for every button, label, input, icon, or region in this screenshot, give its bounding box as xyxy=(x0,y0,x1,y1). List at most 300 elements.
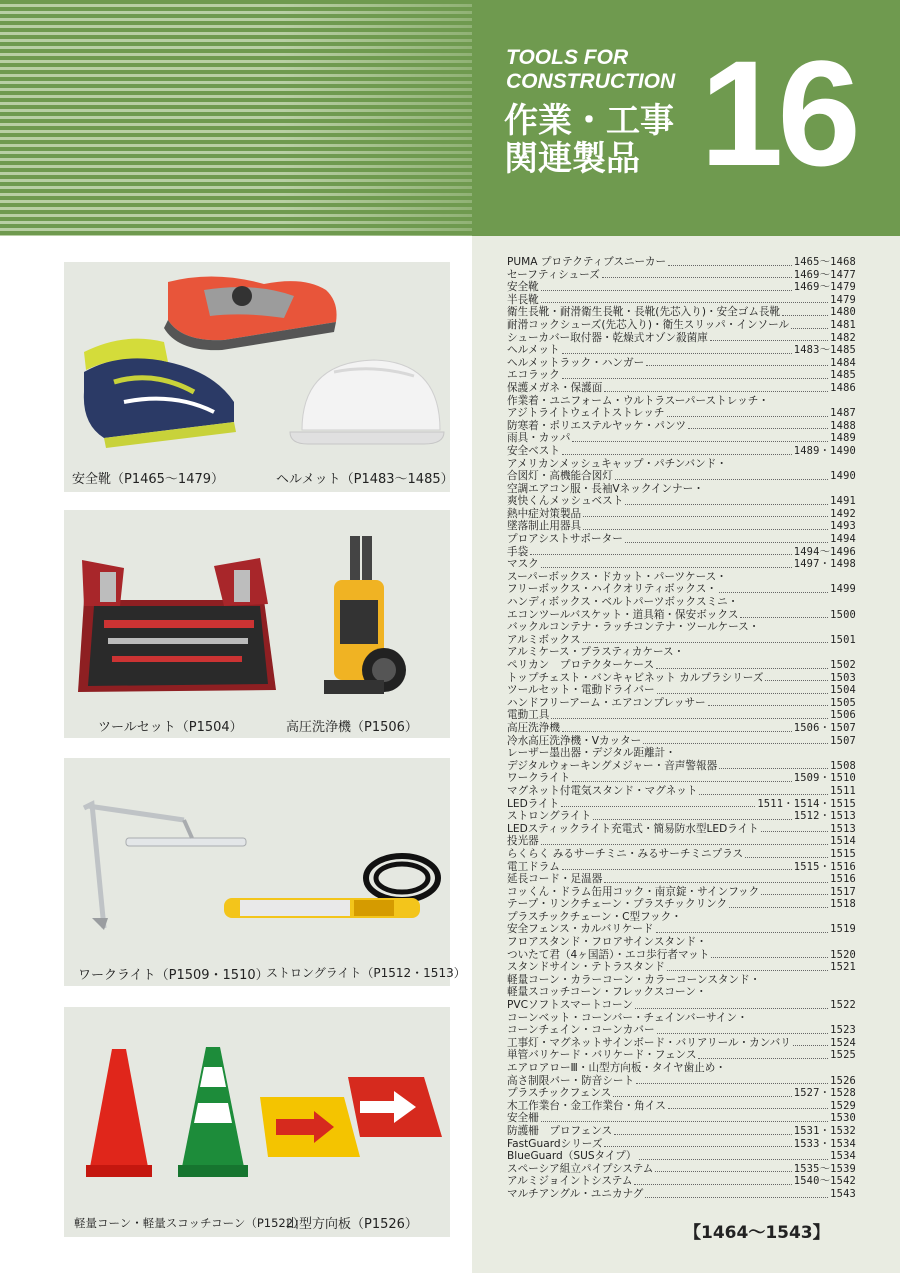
index-item-label: スペーシア組立パイプシステム xyxy=(507,1162,654,1175)
index-item-label: 高さ制限バー・防音シート xyxy=(507,1074,635,1087)
index-row xyxy=(507,886,856,899)
index-leader-dots xyxy=(636,1083,828,1084)
index-row xyxy=(507,495,856,508)
index-leader-dots xyxy=(604,1146,791,1147)
index-item-label: 工事灯・マグネットサインボード・バリアリール・カンバリ xyxy=(507,1036,791,1049)
japanese-title-line-2: 関連製品 xyxy=(504,139,640,179)
index-leader-dots xyxy=(614,1134,792,1135)
index-row xyxy=(507,533,856,546)
index-row xyxy=(507,420,856,433)
shoes-helmet-illustration xyxy=(64,262,450,462)
caption-pressure-washer: 高圧洗浄機（P1506） xyxy=(286,720,418,735)
index-leader-dots xyxy=(667,416,829,417)
index-leader-dots xyxy=(551,718,828,719)
index-leader-dots xyxy=(625,542,828,543)
caption-work-light: ワークライト（P1509・1510） xyxy=(78,968,269,983)
index-leader-dots xyxy=(719,768,828,769)
direction-board-yellow-icon xyxy=(260,1097,360,1157)
index-item-label: 安全靴 xyxy=(507,281,539,294)
index-leader-dots xyxy=(541,567,792,568)
index-item-label: トップチェスト・バンキャビネット カルプラシリーズ xyxy=(507,671,764,684)
index-item-label: マルチアングル・ユニカナグ xyxy=(507,1187,644,1200)
index-item-page: 1540〜1542 xyxy=(793,1175,856,1188)
index-item-label: 軽量スコッチコーン・フレックスコーン・ xyxy=(507,986,707,999)
index-item-page: 1524 xyxy=(830,1036,856,1049)
index-item-label: プロアシストサポーター xyxy=(507,533,623,546)
index-item-label: 電動工具 xyxy=(507,709,550,722)
index-row xyxy=(507,294,856,307)
panel-cones-boards xyxy=(64,1007,450,1237)
cones-boards-illustration xyxy=(64,1007,450,1207)
index-row xyxy=(507,520,856,533)
pressure-washer-icon xyxy=(324,536,406,694)
index-leader-dots xyxy=(711,957,828,958)
japanese-title xyxy=(504,102,674,178)
index-row xyxy=(507,722,856,735)
index-row xyxy=(507,369,856,382)
index-row xyxy=(507,1150,856,1163)
index-item-label: エコラック xyxy=(507,369,560,382)
index-row xyxy=(507,546,856,559)
index-item-label: スタンドサイン・テトラスタンド xyxy=(507,961,665,974)
index-row xyxy=(507,1163,856,1176)
index-item-page: 1525 xyxy=(830,1049,856,1062)
index-row xyxy=(507,596,856,609)
index-leader-dots xyxy=(561,806,755,807)
index-item-page: 1485 xyxy=(830,369,856,382)
index-item-page: 1535〜1539 xyxy=(793,1162,856,1175)
index-item-page: 1507 xyxy=(830,734,856,747)
tool-chest-icon xyxy=(78,558,276,692)
index-row xyxy=(507,319,856,332)
index-leader-dots xyxy=(791,328,828,329)
index-leader-dots xyxy=(562,731,792,732)
caption-cones: 軽量コーン・軽量スコッチコーン（P1522） xyxy=(74,1216,305,1230)
index-leader-dots xyxy=(602,277,792,278)
index-item-label: 単管バリケード・バリケード・フェンス xyxy=(507,1049,697,1062)
index-leader-dots xyxy=(639,1159,829,1160)
index-item-label: 熱中症対策製品 xyxy=(507,507,582,520)
index-item-label: コーンベット・コーンバー・チェインバーサイン・ xyxy=(507,1011,748,1024)
index-row xyxy=(507,785,856,798)
index-leader-dots xyxy=(562,869,792,870)
index-item-page: 1479 xyxy=(830,293,856,306)
index-item-label: ハンディボックス・ベルトパーツボックスミニ・ xyxy=(507,596,739,609)
index-item-page: 1469〜1477 xyxy=(793,268,856,281)
index-item-page: 1489 xyxy=(830,432,856,445)
index-item-page: 1533・1534 xyxy=(793,1137,856,1150)
index-leader-dots xyxy=(668,1108,828,1109)
index-row xyxy=(507,646,856,659)
index-item-page: 1502 xyxy=(830,659,856,671)
index-item-label: ワークライト xyxy=(507,772,571,785)
index-row xyxy=(507,923,856,936)
index-item-label: 軽量コーン・カラーコーン・カラーコーンスタンド・ xyxy=(507,973,761,986)
index-row xyxy=(507,382,856,395)
index-item-label: 高圧洗浄機 xyxy=(507,721,560,734)
index-leader-dots xyxy=(583,642,829,643)
index-row xyxy=(507,1012,856,1025)
index-item-label: バックルコンテナ・ラッチコンテナ・ツールケース・ xyxy=(507,621,760,634)
index-item-label: 安全ベスト xyxy=(507,444,560,457)
index-item-label: 雨具・カッパ xyxy=(507,432,571,445)
index-leader-dots xyxy=(765,680,828,681)
index-leader-dots xyxy=(710,340,828,341)
index-item-page: 1506・1507 xyxy=(793,721,856,734)
index-row xyxy=(507,458,856,471)
index-leader-dots xyxy=(729,907,828,908)
index-item-page: 1527・1528 xyxy=(793,1087,856,1100)
index-item-page: 1483〜1485 xyxy=(793,344,856,357)
index-item-label: 冷水高圧洗浄機・Vカッター xyxy=(507,734,642,747)
index-item-page: 1501 xyxy=(830,633,856,646)
index-leader-dots xyxy=(634,1184,791,1185)
index-row xyxy=(507,1188,856,1201)
index-item-page: 1511・1514・1515 xyxy=(757,797,856,810)
index-item-label: ついたて君（4ヶ国語）・エコ歩行者マット xyxy=(507,948,710,961)
index-item-label: 防護柵 プロフェンス xyxy=(507,1124,613,1137)
index-item-label: フリーボックス・ハイクオリティボックス・ xyxy=(507,583,717,596)
index-row xyxy=(507,1075,856,1088)
index-item-label: 保護メガネ・保護面 xyxy=(507,381,603,394)
index-leader-dots xyxy=(657,693,829,694)
panel-lights xyxy=(64,758,466,986)
index-item-page: 1490 xyxy=(830,470,856,483)
index-leader-dots xyxy=(668,265,792,266)
index-row xyxy=(507,1049,856,1062)
index-row xyxy=(507,949,856,962)
index-item-label: FastGuardシリーズ xyxy=(507,1137,603,1150)
index-item-label: 電工ドラム xyxy=(507,860,560,873)
index-row xyxy=(507,1100,856,1113)
index-leader-dots xyxy=(615,479,828,480)
index-leader-dots xyxy=(719,592,828,593)
index-leader-dots xyxy=(761,831,828,832)
index-leader-dots xyxy=(562,353,792,354)
index-item-page: 1494 xyxy=(830,533,856,546)
index-item-label: プラスチックチェーン・C型フック・ xyxy=(507,910,682,923)
caption-direction-board: 山型方向板（P1526） xyxy=(286,1217,418,1232)
index-row xyxy=(507,1125,856,1138)
index-leader-dots xyxy=(541,290,792,291)
index-row xyxy=(507,1138,856,1151)
toolset-washer-illustration xyxy=(64,510,450,706)
index-item-page: 1489・1490 xyxy=(793,444,856,457)
index-row xyxy=(507,735,856,748)
index-item-label: エコンツールバスケット・道具箱・保安ボックス xyxy=(507,608,739,621)
index-item-label: アルミジョイントシステム xyxy=(507,1175,633,1188)
index-row xyxy=(507,621,856,634)
index-leader-dots xyxy=(541,302,828,303)
index-row xyxy=(507,483,856,496)
index-item-label: 墜落制止用器具 xyxy=(507,520,582,533)
index-item-label: 防寒着・ポリエステルヤッケ・パンツ xyxy=(507,419,687,432)
index-item-page: 1465〜1468 xyxy=(793,256,856,268)
index-row xyxy=(507,911,856,924)
index-item-page: 1531・1532 xyxy=(793,1124,856,1137)
index-row xyxy=(507,810,856,823)
index-item-page: 1520 xyxy=(830,948,856,961)
index-row xyxy=(507,823,856,836)
index-leader-dots xyxy=(562,454,792,455)
page-range: 【1464〜1543】 xyxy=(684,1223,830,1243)
index-leader-dots xyxy=(572,781,792,782)
caption-strong-light: ストロングライト（P1512・1513） xyxy=(266,966,466,980)
index-leader-dots xyxy=(655,1171,791,1172)
index-item-page: 1515 xyxy=(830,847,856,860)
index-item-label: スーパーボックス・ドカット・パーツケース・ xyxy=(507,570,727,583)
index-item-label: ツールセット・電動ドライバー xyxy=(507,684,655,697)
index-item-page: 1497・1498 xyxy=(793,558,856,571)
index-row xyxy=(507,407,856,420)
chapter-header xyxy=(0,0,900,236)
index-leader-dots xyxy=(572,441,828,442)
index-item-page: 1512・1513 xyxy=(793,810,856,823)
index-row xyxy=(507,873,856,886)
index-item-label: デジタルウォーキングメジャー・音声警報器 xyxy=(507,759,718,772)
index-item-label: シューカバー取付器・乾燥式オゾン殺菌庫 xyxy=(507,331,708,344)
index-item-page: 1509・1510 xyxy=(793,772,856,785)
index-leader-dots xyxy=(643,743,828,744)
index-item-page: 1491 xyxy=(830,495,856,508)
index-item-label: 爽快くんメッシュベスト xyxy=(507,495,624,508)
index-item-label: コーンチェイン・コーンカバー xyxy=(507,1024,655,1037)
index-item-label: PUMA プロテクティブスニーカー xyxy=(507,256,667,268)
caption-safety-shoes: 安全靴（P1465〜1479） xyxy=(72,472,225,487)
index-item-page: 1543 xyxy=(830,1187,856,1200)
index-row xyxy=(507,256,856,269)
helmet-icon xyxy=(290,360,444,444)
index-row xyxy=(507,609,856,622)
index-leader-dots xyxy=(530,554,792,555)
index-row xyxy=(507,1175,856,1188)
index-item-page: 1488 xyxy=(830,419,856,432)
index-item-label: エアロアローⅢ・山型方向板・タイヤ歯止め・ xyxy=(507,1062,726,1074)
index-row xyxy=(507,861,856,874)
product-index-list xyxy=(507,256,856,1201)
index-row xyxy=(507,344,856,357)
caption-helmet: ヘルメット（P1483〜1485） xyxy=(276,472,454,487)
index-item-page: 1522 xyxy=(830,999,856,1012)
index-item-page: 1482 xyxy=(830,331,856,344)
english-title-line-2: CONSTRUCTION xyxy=(506,70,676,93)
index-item-page: 1514 xyxy=(830,835,856,848)
index-leader-dots xyxy=(688,428,828,429)
index-item-page: 1506 xyxy=(830,709,856,722)
index-leader-dots xyxy=(740,617,828,618)
index-leader-dots xyxy=(604,882,828,883)
index-row xyxy=(507,470,856,483)
index-row xyxy=(507,1112,856,1125)
index-item-label: マスク xyxy=(507,558,539,571)
direction-board-red-icon xyxy=(348,1077,442,1137)
index-row xyxy=(507,1062,856,1075)
index-leader-dots xyxy=(583,516,828,517)
red-cone-icon xyxy=(86,1049,152,1177)
index-row xyxy=(507,306,856,319)
index-row xyxy=(507,747,856,760)
index-item-page: 1487 xyxy=(830,407,856,420)
index-leader-dots xyxy=(761,894,828,895)
safety-shoe-navy-icon xyxy=(84,339,236,448)
index-item-page: 1484 xyxy=(830,356,856,369)
index-item-page: 1493 xyxy=(830,520,856,533)
index-item-label: フロアスタンド・フロアサインスタンド・ xyxy=(507,936,707,949)
index-leader-dots xyxy=(708,705,829,706)
index-item-page: 1521 xyxy=(830,961,856,974)
index-item-page: 1499 xyxy=(830,583,856,596)
index-row xyxy=(507,571,856,584)
index-leader-dots xyxy=(699,794,828,795)
index-row xyxy=(507,1087,856,1100)
index-row xyxy=(507,986,856,999)
index-item-label: 衛生長靴・耐滑衛生長靴・長靴(先芯入り)・安全ゴム長靴 xyxy=(507,306,781,319)
index-item-page: 1486 xyxy=(830,381,856,394)
index-item-label: 半長靴 xyxy=(507,293,539,306)
index-row xyxy=(507,583,856,596)
panel-shoes-helmet xyxy=(64,262,454,492)
index-row xyxy=(507,974,856,987)
index-item-label: 作業着・ユニフォーム・ウルトラスーパーストレッチ・ xyxy=(507,394,769,407)
panel-toolset-washer xyxy=(64,510,450,738)
index-row xyxy=(507,898,856,911)
index-item-label: テープ・リンクチェーン・プラスチックリンク xyxy=(507,898,728,911)
index-leader-dots xyxy=(625,504,828,505)
index-item-page: 1515・1516 xyxy=(793,860,856,873)
index-item-label: アメリカンメッシュキャップ・パチンバンド・ xyxy=(507,457,727,470)
index-item-page: 1508 xyxy=(830,759,856,772)
index-row xyxy=(507,961,856,974)
index-row xyxy=(507,672,856,685)
lights-illustration xyxy=(64,758,450,954)
index-item-label: プラスチックフェンス xyxy=(507,1087,612,1100)
index-item-label: 木工作業台・金工作業台・角イス xyxy=(507,1099,666,1112)
index-item-label: LEDライト xyxy=(507,797,560,810)
index-row xyxy=(507,772,856,785)
index-item-label: 耐滑コックシューズ(先芯入り)・衛生スリッパ・インソール xyxy=(507,318,790,331)
index-item-label: コッくん・ドラム缶用コック・南京錠・サインフック xyxy=(507,885,760,898)
index-leader-dots xyxy=(782,315,828,316)
index-leader-dots xyxy=(646,365,828,366)
strong-light-icon xyxy=(224,856,438,918)
index-row xyxy=(507,432,856,445)
index-row xyxy=(507,798,856,811)
index-leader-dots xyxy=(541,844,828,845)
index-row xyxy=(507,269,856,282)
index-leader-dots xyxy=(583,529,828,530)
index-leader-dots xyxy=(656,932,829,933)
index-item-label: 安全フェンス・カルバリケード xyxy=(507,923,654,936)
index-item-label: LEDスティックライト充電式・簡易防水型LEDライト xyxy=(507,822,759,835)
index-item-label: 投光器 xyxy=(507,835,539,848)
index-row xyxy=(507,357,856,370)
index-item-page: 1481 xyxy=(830,318,856,331)
index-item-label: 空調エアコン服・長袖Vネックインナー・ xyxy=(507,482,704,495)
index-item-label: ペリカン プロテクターケース xyxy=(507,659,655,671)
index-row xyxy=(507,760,856,773)
index-leader-dots xyxy=(657,1033,829,1034)
index-item-page: 1505 xyxy=(830,696,856,709)
index-item-label: セーフティシューズ xyxy=(507,268,600,281)
index-item-page: 1492 xyxy=(830,507,856,520)
index-row xyxy=(507,835,856,848)
index-row xyxy=(507,634,856,647)
index-item-label: アルミボックス xyxy=(507,633,581,646)
index-item-label: ストロングライト xyxy=(507,810,592,823)
index-leader-dots xyxy=(793,1045,828,1046)
index-row xyxy=(507,999,856,1012)
index-item-label: ハンドフリーアーム・エアコンプレッサー xyxy=(507,696,706,709)
index-item-page: 1500 xyxy=(830,608,856,621)
index-row xyxy=(507,1024,856,1037)
index-row xyxy=(507,1037,856,1050)
chapter-number: 16 xyxy=(700,29,855,197)
index-item-label: ヘルメットラック・ハンガー xyxy=(507,356,645,369)
index-item-label: レーザー墨出器・デジタル距離計・ xyxy=(507,747,676,760)
index-item-page: 1523 xyxy=(830,1024,856,1037)
index-item-page: 1480 xyxy=(830,306,856,319)
index-item-page: 1519 xyxy=(830,923,856,936)
index-item-label: マグネット付電気スタンド・マグネット xyxy=(507,784,698,797)
index-row xyxy=(507,508,856,521)
header-stripe-pattern xyxy=(0,0,472,236)
index-item-page: 1529 xyxy=(830,1099,856,1112)
work-light-icon xyxy=(84,804,246,930)
index-item-page: 1503 xyxy=(830,671,856,684)
english-title-line-1: TOOLS FOR xyxy=(506,46,629,69)
index-item-page: 1526 xyxy=(830,1074,856,1087)
index-leader-dots xyxy=(698,1058,828,1059)
index-row xyxy=(507,936,856,949)
index-item-page: 1469〜1479 xyxy=(793,281,856,294)
index-item-label: 延長コード・足温器 xyxy=(507,873,603,886)
index-item-label: ヘルメット xyxy=(507,344,560,357)
index-leader-dots xyxy=(656,668,828,669)
index-item-page: 1504 xyxy=(830,684,856,697)
index-leader-dots xyxy=(562,378,828,379)
index-leader-dots xyxy=(613,1096,792,1097)
index-item-page: 1513 xyxy=(830,822,856,835)
index-row xyxy=(507,332,856,345)
safety-shoe-orange-icon xyxy=(164,276,337,350)
green-cone-icon xyxy=(178,1047,248,1177)
index-item-page: 1511 xyxy=(830,784,856,797)
index-item-page: 1534 xyxy=(830,1150,856,1163)
index-leader-dots xyxy=(635,1008,828,1009)
index-leader-dots xyxy=(745,857,828,858)
index-row xyxy=(507,848,856,861)
english-title xyxy=(506,46,706,94)
index-row xyxy=(507,281,856,294)
index-leader-dots xyxy=(541,1121,828,1122)
index-row xyxy=(507,395,856,408)
index-leader-dots xyxy=(604,391,828,392)
index-item-label: 手袋 xyxy=(507,545,529,558)
index-item-label: らくらく みるサーチミニ・みるサーチミニプラス xyxy=(507,847,744,860)
index-row xyxy=(507,709,856,722)
index-item-label: 安全柵 xyxy=(507,1112,539,1125)
index-row xyxy=(507,659,856,672)
index-leader-dots xyxy=(645,1197,828,1198)
index-item-label: BlueGuard（SUSタイプ） xyxy=(507,1150,637,1163)
index-item-label: アルミケース・プラスティカケース・ xyxy=(507,646,685,659)
index-item-page: 1494〜1496 xyxy=(793,545,856,558)
index-row xyxy=(507,697,856,710)
index-row xyxy=(507,558,856,571)
index-leader-dots xyxy=(593,819,792,820)
index-leader-dots xyxy=(667,970,828,971)
index-item-page: 1516 xyxy=(830,873,856,886)
